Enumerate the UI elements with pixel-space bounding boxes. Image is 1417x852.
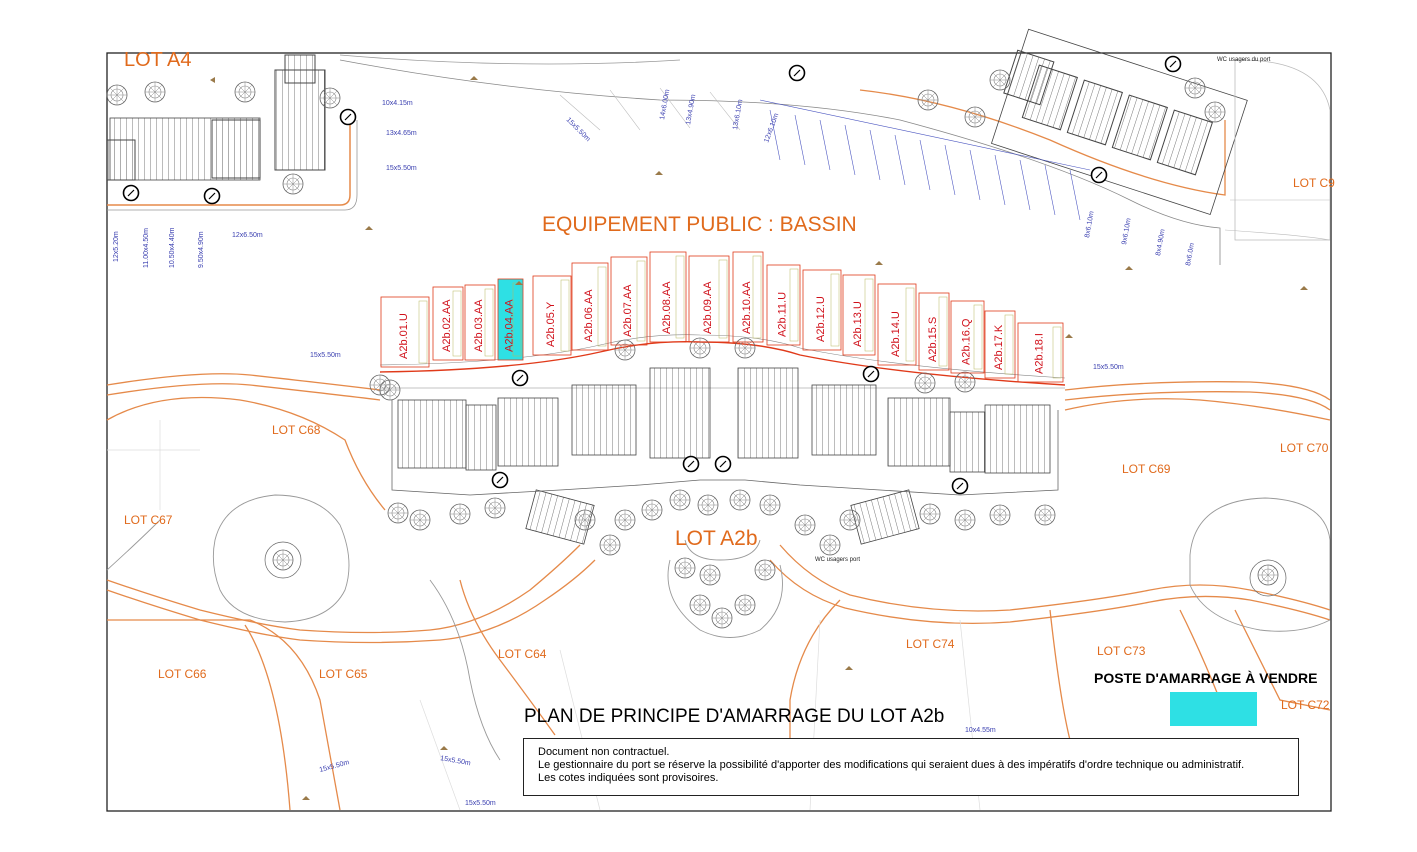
berth-label: A2b.09.AA [702,281,714,334]
dim-left-v3: 10.50x4.40m [169,227,176,268]
berth-label: A2b.05.Y [545,301,557,347]
dim-top-left-3: 15x5.50m [386,165,417,172]
berth-label: A2b.10.AA [741,281,753,334]
berth-label: A2b.16.Q [960,318,973,365]
disclaimer-box [523,738,1299,796]
lot-c73-label: LOT C73 [1097,644,1146,658]
lot-c69-label: LOT C69 [1122,462,1171,476]
berth-label: A2b.18.I [1033,333,1046,374]
dim-left-v2: 11.00x4.50m [143,228,150,268]
berth-label: A2b.02.AA [441,299,453,352]
dim-top-center-2: 14x6.00m [659,88,672,121]
dim-top-center-1: 15x5.50m [564,116,592,144]
lot-c64-label: LOT C64 [498,647,547,661]
dim-right-v3: 8x4.90m [1155,228,1167,257]
dim-bottom-2: 15x5.50m [439,755,472,768]
dim-right-v4: 8x6.0m [1185,242,1196,267]
dim-top-left-1: 10x4.15m [382,100,413,107]
berth-label: A2b.14.U [890,311,902,357]
dim-top-center-4: 13x6.10m [732,98,745,131]
dim-top-center-5: 12x6.10m [763,112,781,144]
dim-top-left-2: 13x4.65m [386,130,417,137]
berth-label: A2b.11.U [776,291,789,337]
dim-left-v1: 12x5.20m [113,231,120,262]
dim-left-v4: 9.50x4.90m [198,231,205,268]
legend-label: POSTE D'AMARRAGE À VENDRE [1094,670,1318,686]
dim-left-mid: 12x6.50m [232,232,263,239]
lot-a2b-label: LOT A2b [675,527,758,550]
lot-c72-label: LOT C72 [1281,698,1330,712]
berth-label: A2b.15.S [927,316,939,362]
berth-label: A2b.06.AA [583,289,595,342]
dim-top-center-3: 13x4.90m [685,93,698,126]
disclaimer-line-1: Document non contractuel. [538,746,670,758]
plan-title: PLAN DE PRINCIPE D'AMARRAGE DU LOT A2b [524,706,945,727]
disclaimer-line-3: Les cotes indiquées sont provisoires. [538,772,719,784]
dim-bottom-4: 10x4.55m [965,727,996,734]
berth-label: A2b.01.U [398,313,410,359]
wc-label-center: WC usagers port [815,557,861,563]
dim-quay-right: 15x5.50m [1093,364,1124,371]
berth-label: A2b.08.AA [661,281,673,334]
berth-label: A2b.07.AA [622,284,634,337]
lot-c66-label: LOT C66 [158,667,207,681]
berth-label: A2b.17.K [993,324,1005,370]
dim-right-v2: 9x6.10m [1121,217,1133,246]
dim-bottom-3: 15x5.50m [465,800,496,807]
dim-bottom-1: 15x5.50m [318,759,351,774]
lot-c74-label: LOT C74 [906,637,955,651]
lot-c68-label: LOT C68 [272,423,321,437]
lot-c67-label: LOT C67 [124,513,173,527]
lot-c65-label: LOT C65 [319,667,368,681]
zone-label: EQUIPEMENT PUBLIC : BASSIN [542,213,857,236]
dim-right-v1: 8x6.10m [1084,210,1096,239]
lot-c9-label: LOT C9 [1293,176,1335,190]
berth-label: A2b.03.AA [473,299,485,352]
berth-label: A2b.12.U [815,296,827,342]
lot-c70-label: LOT C70 [1280,441,1329,455]
berth-label: A2b.13.U [852,301,864,347]
dim-quay-left: 15x5.50m [310,352,341,359]
berth-label: A2b.04.AA [503,299,516,352]
legend-swatch [1170,692,1257,726]
wc-label-top: WC usagers du port [1217,57,1271,63]
lot-a4-label: LOT A4 [124,49,192,71]
disclaimer-line-2: Le gestionnaire du port se réserve la possibilité d'apporter des modifications qui seraient dues à des impératifs d'ordre technique ou administratif. [538,759,1245,771]
